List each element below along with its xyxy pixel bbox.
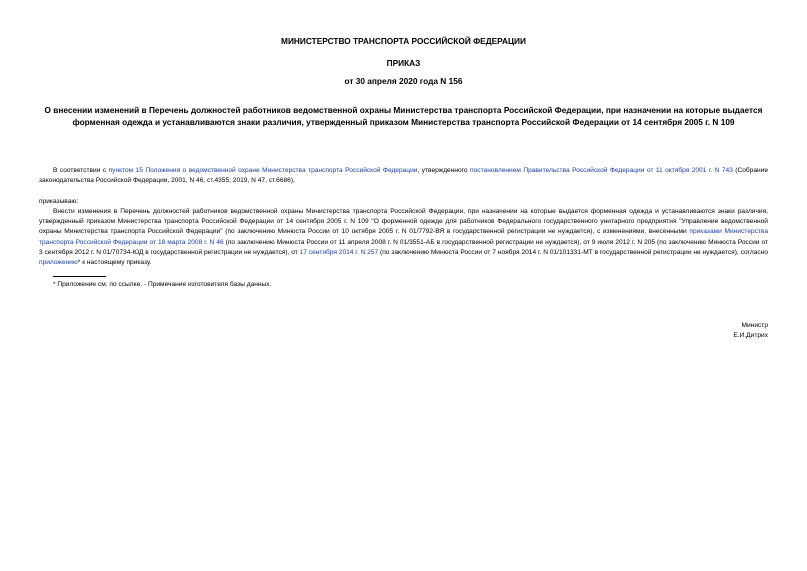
order-date: от 30 апреля 2020 года N 156 [344,76,463,86]
ministry-heading: МИНИСТЕРСТВО ТРАНСПОРТА РОССИЙСКОЙ ФЕДЕРАЦИИ [281,36,526,46]
order-word: приказываю: [39,198,79,205]
body-text-4: * к настоящему приказу. [77,259,152,267]
footnote-divider [53,276,106,277]
link-regulation-point-15[interactable]: пунктом 15 Положения о ведомственной охране Министерства транспорта Российской Федерации [108,167,418,174]
intro-text-3: (Собрание законодательства Российской Федерации, 2001, N 46, ст.4355; 2019, N 47, ст.6686), [39,167,769,185]
signature-block [733,321,768,342]
order-heading: ПРИКАЗ [386,58,421,68]
body-text-1: Внести изменения в Перечень должностей работников ведомственной охраны Министерства транспорта Российской Федерации, при назначении на которые выдается форменная одежда и устанавливаются знаки различия, утвержденный приказом Министерства транспорта Российской Федерации от 14 сентября 2005 г. N 109 "О форменной одежде для работников Федерального государственного унитарного предприятия "Управление ведомственной охраны Министерства транспорта Российской Федерации" (по заключению Минюста России от 10 октября 2005 г. N 01/7792-ВЯ в государственной регистрации не нуждается), с изменениями, внесенными [39,208,768,236]
intro-text-1: В соответствии с [53,167,109,174]
intro-paragraph [39,166,768,186]
link-order-2014[interactable]: 17 сентября 2014 г. N 257 [299,248,379,256]
link-appendix[interactable]: приложению [39,259,78,267]
body-paragraph [39,207,768,268]
signatory-position: Министр [741,322,768,329]
footnote: * Приложение см. по ссылке. - Примечание изготовителя базы данных. [53,281,272,288]
body-text-2: (по заключению Минюста России от 11 апреля 2008 г. N 01/3551-АБ в государственной регистрации не нуждается), от 9 июля 2012 г. N 205 (по заключению Минюста России от 3 сентября 2012 г. N 01/70734-ЮД в государственной регистрации не нуждается), от [39,238,768,256]
document-title: О внесении изменений в Перечень должностей работников ведомственной охраны Министерства транспорта Российской Федерации, при назначении на которые выдается форменная одежда и устанавливаются знаки различия, утвержденный приказом Министерства транспорта Российской Федерации от 14 сентября 2005 г. N 109 [44,105,763,127]
link-government-decree[interactable]: постановлением Правительства Российской Федерации от 11 октября 2001 г. N 743 [470,167,733,174]
body-text-3: (по заключению Минюста России от 7 ноября 2014 г. N 01/101331-МТ в государственной регистрации не нуждается), согласно [378,248,768,256]
signatory-name: Е.И.Дитрих [733,332,768,340]
link-orders-2008[interactable]: приказами Министерства транспорта Российской Федерации от 18 марта 2008 г. N 46 [39,228,768,246]
intro-text-2: , утвержденного [417,167,471,174]
